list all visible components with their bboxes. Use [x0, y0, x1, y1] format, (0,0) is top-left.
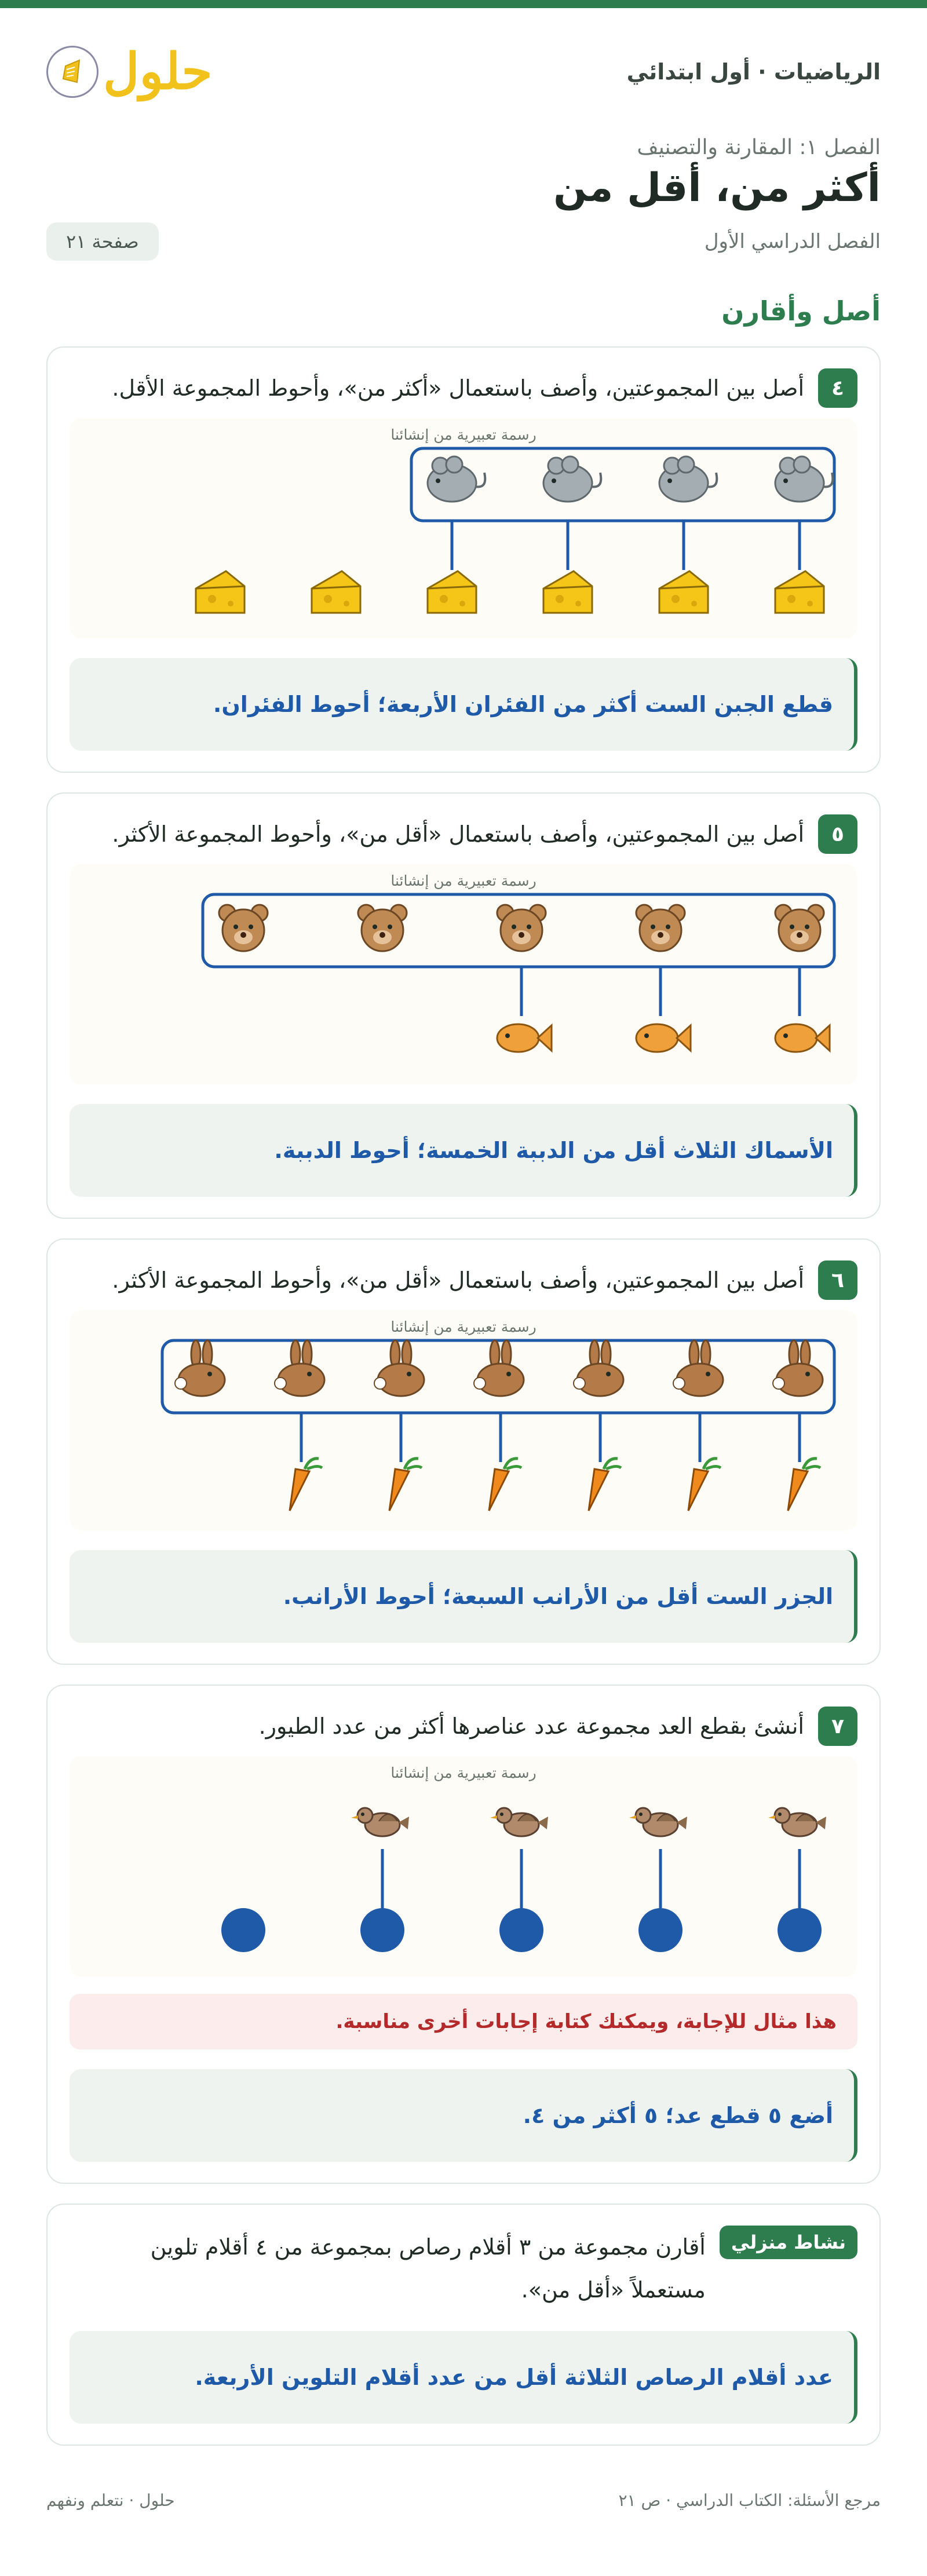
fish-icon	[775, 1024, 830, 1052]
figure-caption: رسمة تعبيرية من إنشائنا	[390, 426, 537, 443]
footer-tagline: حلول · نتعلم ونفهم	[46, 2490, 175, 2510]
semester-label: الفصل الدراسي الأول	[704, 230, 881, 253]
carrot-icon	[589, 1459, 621, 1511]
counter-icon	[360, 1908, 404, 1952]
carrot-icon	[290, 1459, 322, 1511]
page-header	[46, 8, 881, 136]
cheese-icon	[775, 571, 824, 613]
question-text: أنشئ بقطع العد مجموعة عدد عناصرها أكثر من عدد الطيور.	[258, 1713, 804, 1739]
question-header	[70, 814, 857, 854]
question-card-4	[46, 346, 881, 773]
bear-icon	[219, 905, 268, 951]
bird-icon	[490, 1808, 548, 1836]
counter-icon	[221, 1908, 265, 1952]
answer-box: الأسماك الثلاث أقل من الدببة الخمسة؛ أحوط الدببة.	[70, 1104, 857, 1197]
homework-card	[46, 2204, 881, 2446]
lesson-meta-row	[46, 222, 881, 261]
rabbit-icon	[175, 1340, 225, 1396]
carrot-icon	[389, 1459, 422, 1511]
bear-icon	[497, 905, 546, 951]
counter-icon	[638, 1908, 683, 1952]
rabbit-icon	[574, 1340, 623, 1396]
question-card-5	[46, 792, 881, 1219]
lesson-title: أكثر من، أقل من	[553, 165, 881, 211]
question-number-badge: ٤	[818, 368, 857, 408]
question-header	[70, 1707, 857, 1746]
bear-icon	[775, 905, 824, 951]
bird-icon	[351, 1808, 409, 1836]
mouse-icon	[543, 456, 601, 502]
cheese-icon	[312, 571, 360, 613]
rabbits-carrots-figure	[70, 1310, 857, 1530]
bear-icon	[636, 905, 685, 951]
figure-caption: رسمة تعبيرية من إنشائنا	[390, 872, 537, 889]
rabbit-icon	[773, 1340, 823, 1396]
answer-box: أضع ٥ قطع عد؛ ٥ أكثر من ٤.	[70, 2069, 857, 2162]
question-card-7	[46, 1685, 881, 2184]
counter-icon	[778, 1908, 822, 1952]
question-text: أصل بين المجموعتين، وأصف باستعمال «أكثر من»، وأحوط المجموعة الأقل.	[112, 375, 804, 401]
top-accent-bar	[0, 0, 927, 8]
carrot-icon	[788, 1459, 820, 1511]
bears-fish-figure	[70, 864, 857, 1084]
fish-icon	[636, 1024, 691, 1052]
question-text: أصل بين المجموعتين، وأصف باستعمال «أقل من»، وأحوط المجموعة الأكثر.	[112, 821, 804, 847]
page-number-badge: صفحة ٢١	[46, 222, 159, 261]
carrot-icon	[489, 1459, 521, 1511]
cheese-icon	[196, 571, 244, 613]
homework-text: أقارن مجموعة من ٣ أقلام رصاص بمجموعة من ٤ أقلام تلوين مستعملاً «أقل من».	[150, 2234, 706, 2303]
page-content	[0, 8, 927, 2535]
page-footer	[46, 2465, 881, 2535]
example-note: هذا مثال للإجابة، ويمكنك كتابة إجابات أخرى مناسبة.	[70, 1994, 857, 2049]
answer-box: قطع الجبن الست أكثر من الفئران الأربعة؛ أحوط الفئران.	[70, 658, 857, 751]
bird-icon	[768, 1808, 826, 1836]
rabbit-icon	[474, 1340, 524, 1396]
birds-counters-figure	[70, 1756, 857, 1976]
question-header	[70, 1260, 857, 1300]
brand-logo	[46, 42, 213, 101]
mouse-icon	[659, 456, 717, 502]
section-title: أصل وأقارن	[721, 295, 881, 327]
logo-emblem-icon	[46, 46, 98, 98]
rabbit-icon	[673, 1340, 723, 1396]
mouse-icon	[428, 456, 485, 502]
mouse-icon	[775, 456, 833, 502]
question-number-badge: ٧	[818, 1707, 857, 1746]
figure-caption: رسمة تعبيرية من إنشائنا	[390, 1318, 537, 1335]
homework-header	[70, 2226, 857, 2311]
rabbit-icon	[374, 1340, 424, 1396]
cheese-icon	[659, 571, 708, 613]
rabbit-icon	[275, 1340, 324, 1396]
fish-icon	[497, 1024, 552, 1052]
question-text: أصل بين المجموعتين، وأصف باستعمال «أقل من»، وأحوط المجموعة الأكثر.	[112, 1267, 804, 1293]
figure-caption: رسمة تعبيرية من إنشائنا	[390, 1764, 537, 1781]
homework-badge: نشاط منزلي	[720, 2226, 857, 2259]
cheese-icon	[543, 571, 592, 613]
chapter-label: الفصل ١: المقارنة والتصنيف	[637, 136, 881, 159]
bird-icon	[629, 1808, 687, 1836]
question-card-6	[46, 1238, 881, 1665]
answer-box: الجزر الست أقل من الأرانب السبعة؛ أحوط الأرانب.	[70, 1550, 857, 1643]
question-header	[70, 368, 857, 408]
mice-cheese-figure	[70, 418, 857, 638]
question-number-badge: ٥	[818, 814, 857, 854]
footer-reference: مرجع الأسئلة: الكتاب الدراسي · ص ٢١	[618, 2490, 881, 2510]
question-number-badge: ٦	[818, 1260, 857, 1300]
bear-icon	[358, 905, 407, 951]
carrot-icon	[688, 1459, 721, 1511]
counter-icon	[499, 1908, 543, 1952]
cheese-icon	[428, 571, 476, 613]
answer-box: عدد أقلام الرصاص الثلاثة أقل من عدد أقلام التلوين الأربعة.	[70, 2331, 857, 2424]
subject-label: الرياضيات · أول ابتدائي	[626, 59, 881, 85]
logo-wordmark: حلول	[103, 42, 213, 101]
